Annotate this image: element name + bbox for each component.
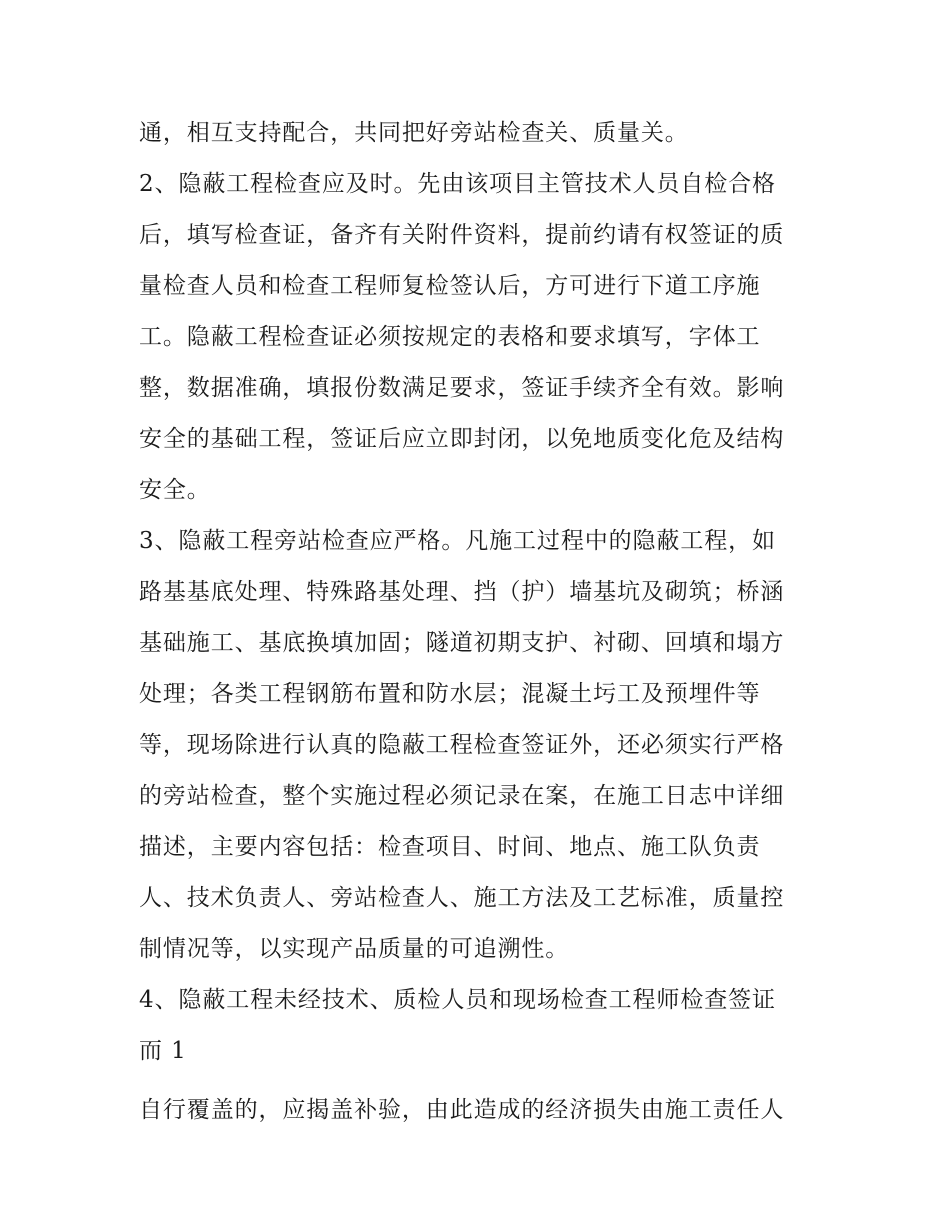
text-line: 后，填写检查证，备齐有关附件资料，提前约请有权签证的质 (139, 222, 785, 248)
text-line: 3、隐蔽工程旁站检查应严格。凡施工过程中的隐蔽工程，如 (139, 528, 776, 554)
text-line: 自行覆盖的，应揭盖补验，由此造成的经济损失由施工责任人 (139, 1097, 785, 1123)
text-line: 而 1 (139, 1038, 187, 1064)
text-line: 4、隐蔽工程未经技术、质检人员和现场检查工程师检查签证 (139, 987, 776, 1013)
text-line: 处理；各类工程钢筋布置和防水层；混凝土圬工及预埋件等 (139, 681, 761, 707)
text-line: 安全。 (139, 477, 211, 503)
text-line: 的旁站检查，整个实施过程必须记录在案，在施工日志中详细 (139, 783, 785, 809)
text-line: 基础施工、基底换填加固；隧道初期支护、衬砌、回填和塌方 (139, 630, 785, 656)
text-line: 路基基底处理、特殊路基处理、挡（护）墙基坑及砌筑；桥涵 (139, 579, 785, 605)
text-line: 通，相互支持配合，共同把好旁站检查关、质量关。 (139, 120, 689, 146)
text-line: 制情况等，以实现产品质量的可追溯性。 (139, 936, 570, 962)
text-line: 等，现场除进行认真的隐蔽工程检查签证外，还必须实行严格 (139, 732, 785, 758)
text-line: 工。隐蔽工程检查证必须按规定的表格和要求填写，字体工 (139, 324, 761, 350)
text-line: 量检查人员和检查工程师复检签认后，方可进行下道工序施 (139, 273, 761, 299)
text-line: 2、隐蔽工程检查应及时。先由该项目主管技术人员自检合格 (139, 171, 776, 197)
text-line: 人、技术负责人、旁站检查人、施工方法及工艺标准，质量控 (139, 885, 785, 911)
text-line: 描述，主要内容包括：检查项目、时间、地点、施工队负责 (139, 834, 761, 860)
text-line: 安全的基础工程，签证后应立即封闭，以免地质变化危及结构 (139, 426, 785, 452)
body-text (139, 108, 829, 1136)
text-line: 整，数据准确，填报份数满足要求，签证手续齐全有效。影响 (139, 375, 785, 401)
